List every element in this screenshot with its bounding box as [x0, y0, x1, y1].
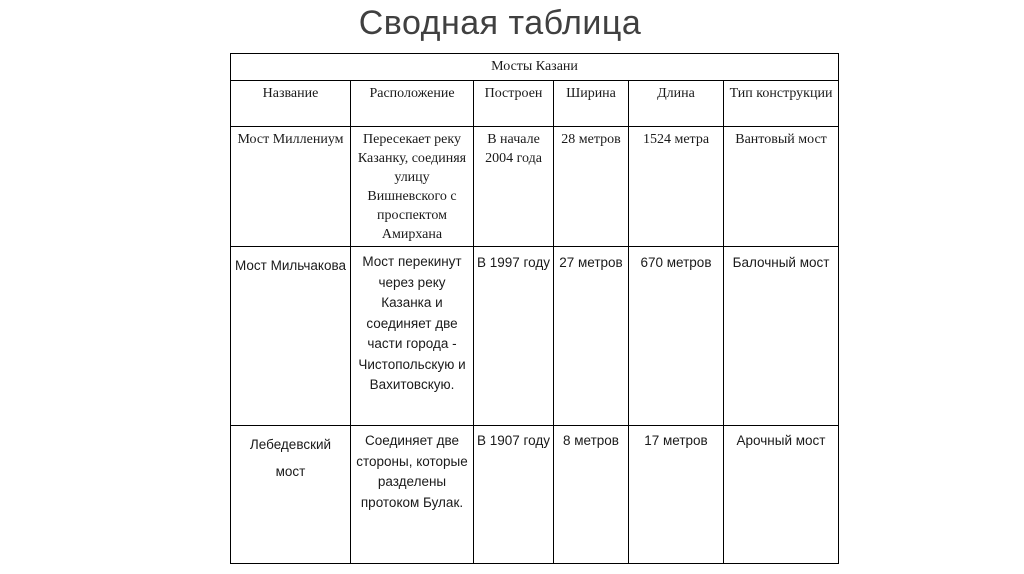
table-header-row — [231, 81, 839, 127]
cell-location: Пересекает реку Казанку, соединяя улицу Вишневского с проспектом Амирхана — [351, 127, 474, 247]
cell-name: Мост Миллениум — [231, 127, 351, 247]
bridges-table-container — [230, 53, 838, 569]
cell-type: Арочный мост — [724, 426, 839, 564]
cell-width: 27 метров — [554, 247, 629, 426]
cell-type: Вантовый мост — [724, 127, 839, 247]
cell-length: 670 метров — [629, 247, 724, 426]
table-caption-row — [231, 54, 839, 81]
table-row — [231, 247, 839, 426]
cell-built: В 1907 году — [474, 426, 554, 564]
cell-name: Мост Мильчакова — [231, 247, 351, 426]
cell-width: 28 метров — [554, 127, 629, 247]
slide-title: Сводная таблица — [358, 4, 642, 42]
cell-location: Мост перекинут через реку Казанка и соединяет две части города - Чистопольскую и Вахитовскую. — [351, 247, 474, 426]
cell-built: В 1997 году — [474, 247, 554, 426]
header-built: Построен — [474, 81, 554, 127]
header-width: Ширина — [554, 81, 629, 127]
header-location: Расположение — [351, 81, 474, 127]
bridges-table — [230, 53, 839, 564]
cell-type: Балочный мост — [724, 247, 839, 426]
table-caption: Мосты Казани — [231, 54, 839, 81]
cell-location: Соединяет две стороны, которые разделены протоком Булак. — [351, 426, 474, 564]
header-type: Тип конструкции — [724, 81, 839, 127]
cell-name: Лебедевский мост — [231, 426, 351, 564]
table-row — [231, 127, 839, 247]
cell-built: В начале 2004 года — [474, 127, 554, 247]
cell-width: 8 метров — [554, 426, 629, 564]
header-length: Длина — [629, 81, 724, 127]
cell-length: 1524 метра — [629, 127, 724, 247]
cell-length: 17 метров — [629, 426, 724, 564]
table-row — [231, 426, 839, 564]
header-name: Название — [231, 81, 351, 127]
